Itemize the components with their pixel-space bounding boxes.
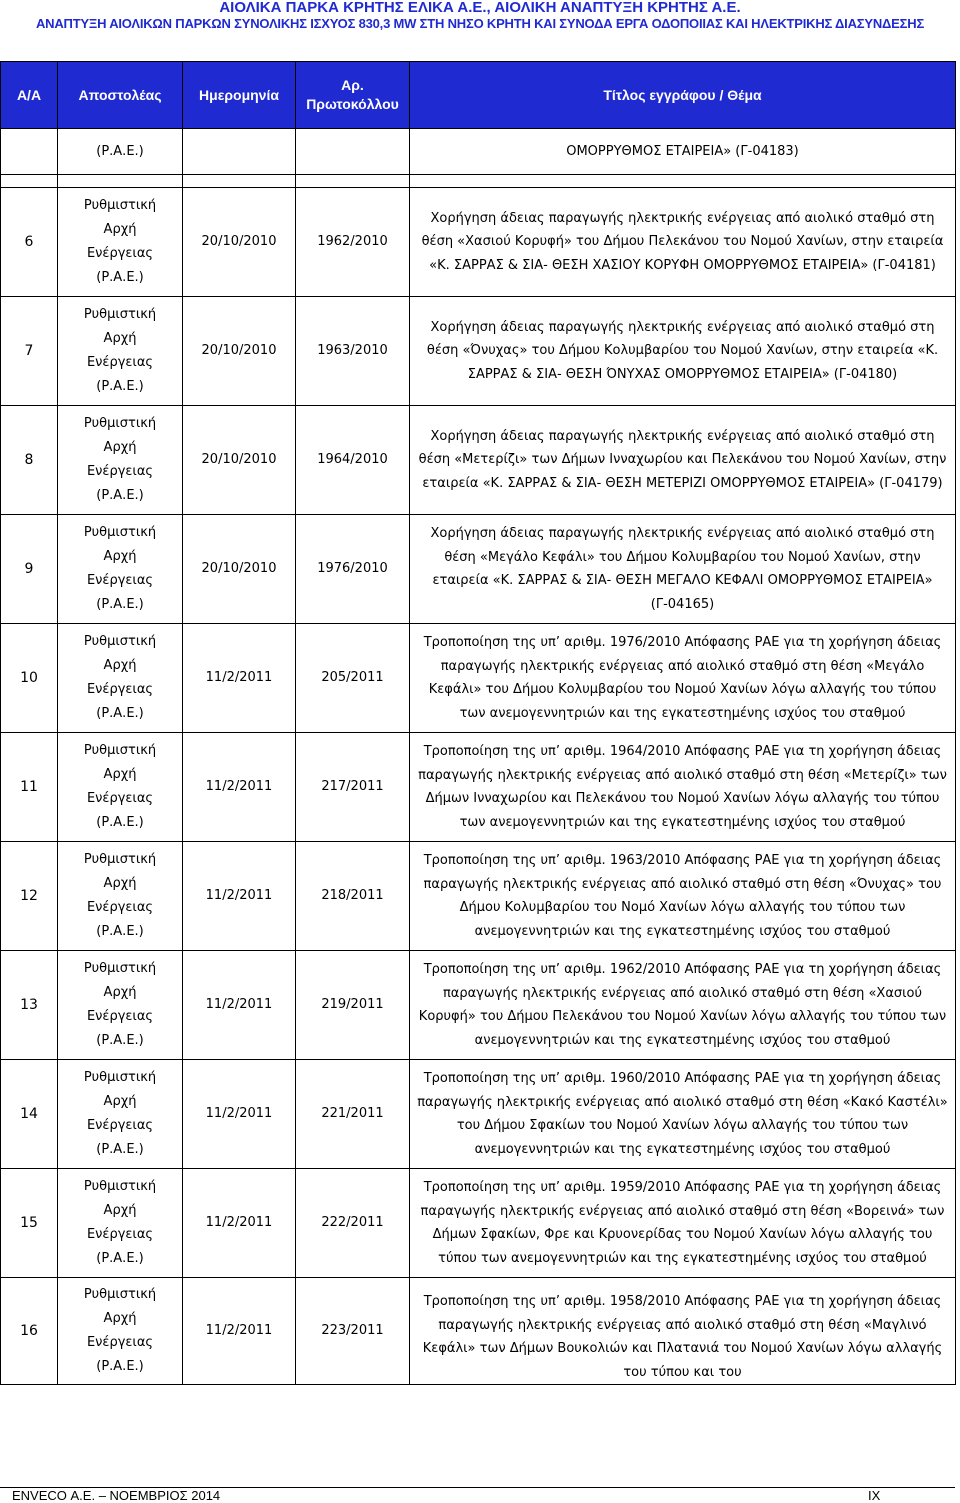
row-number: 14 (1, 1060, 58, 1169)
sender-line: Ενέργειας (86, 1118, 154, 1133)
row-protocol: 223/2011 (296, 1278, 410, 1385)
sender-line: Ρυθμιστική (83, 307, 157, 322)
table-row (1, 406, 956, 515)
table-header-row (1, 62, 956, 129)
row-protocol: 1976/2010 (296, 515, 410, 624)
row-subject: Χορήγηση άδειας παραγωγής ηλεκτρικής ενέργειας από αιολικό σταθμό στη θέση «Χασιού Κορυφή» του Δήμου Πελεκάνου του Νομού Χανίων, στην εταιρεία «Κ. ΣΑΡΡΑΣ & ΣΙΑ- ΘΕΣΗ ΧΑΣΙΟΥ ΚΟΡΥΦΗ ΟΜΟΡΡΥΘΜΟΣ ΕΤΑΙΡΕΙΑ» (Γ-04181) (410, 188, 956, 297)
row-subject: Τροποποίηση της υπ’ αριθμ. 1958/2010 Απόφασης ΡΑΕ για τη χορήγηση άδειας παραγωγής ηλεκτρικής ενέργειας από αιολικό σταθμό στη θέση «Μαγλινό Κεφάλι» των Δήμων Βουκολιών και Πλατανιά του Νομού Χανίων λόγω αλλαγής του τύπου και του (410, 1278, 956, 1385)
row-sender (58, 951, 183, 1060)
table-cell (410, 175, 956, 188)
column-header-aa: Α/Α (1, 62, 58, 129)
row-sender (58, 515, 183, 624)
sender-line: Ενέργειας (86, 464, 154, 479)
sender-line: (Ρ.Α.Ε.) (96, 1359, 144, 1374)
row-sender (58, 188, 183, 297)
row-sender (58, 297, 183, 406)
row-number: 6 (1, 188, 58, 297)
table-row (1, 951, 956, 1060)
row-date: 11/2/2011 (183, 1169, 296, 1278)
sender-line: Αρχή (103, 985, 137, 1000)
sender-line: Ρυθμιστική (83, 525, 157, 540)
table-row (1, 733, 956, 842)
row-subject: Τροποποίηση της υπ’ αριθμ. 1962/2010 Απόφασης ΡΑΕ για τη χορήγηση άδειας παραγωγής ηλεκτρικής ενέργειας από αιολικό σταθμό στη θέση «Χασιού Κορυφή» του Δήμου Πελεκάνου του Νομού Χανίων λόγω αλλαγής του τύπου των ανεμογεννητριών και της εγκατεστημένης ισχύος του σταθμού (410, 951, 956, 1060)
row-number: 16 (1, 1278, 58, 1385)
column-header-protocol-line2: Πρωτοκόλλου (306, 96, 399, 112)
sender-line: Ρυθμιστική (83, 961, 157, 976)
page-break-gap (1, 175, 956, 188)
row-protocol: 1962/2010 (296, 188, 410, 297)
row-date: 20/10/2010 (183, 406, 296, 515)
column-header-date: Ημερομηνία (183, 62, 296, 129)
sender-line: Ενέργειας (86, 791, 154, 806)
sender-line: Αρχή (103, 658, 137, 673)
row-date: 20/10/2010 (183, 188, 296, 297)
sender-line: (Ρ.Α.Ε.) (96, 488, 144, 503)
sender-line: (Ρ.Α.Ε.) (96, 1142, 144, 1157)
row-number: 7 (1, 297, 58, 406)
sender-line: Ενέργειας (86, 1227, 154, 1242)
sender-line: Ρυθμιστική (83, 1179, 157, 1194)
row-number: 13 (1, 951, 58, 1060)
table-cell (58, 175, 183, 188)
sender-line: (Ρ.Α.Ε.) (96, 597, 144, 612)
table-cell (296, 129, 410, 175)
table-row (1, 297, 956, 406)
row-subject: Τροποποίηση της υπ’ αριθμ. 1963/2010 Απόφασης ΡΑΕ για τη χορήγηση άδειας παραγωγής ηλεκτρικής ενέργειας από αιολικό σταθμό στη θέση «Όνυχας» του Δήμου Κολυμβαρίου του Νομό Χανίων λόγω αλλαγής του τύπου των ανεμογεννητριών και της εγκατεστημένης ισχύος του σταθμού (410, 842, 956, 951)
row-number: 8 (1, 406, 58, 515)
row-sender (58, 1278, 183, 1385)
sender-line: Ρυθμιστική (83, 852, 157, 867)
table-cell (1, 175, 58, 188)
row-subject: Τροποποίηση της υπ’ αριθμ. 1976/2010 Απόφασης ΡΑΕ για τη χορήγηση άδειας παραγωγής ηλεκτρικής ενέργειας από αιολικό σταθμό στη θέση «Μεγάλο Κεφάλι» του Δήμου Κολυμβαρίου του Νομού Χανίων λόγω αλλαγής του τύπου των ανεμογεννητριών και της εγκατεστημένης ισχύος του σταθμού (410, 624, 956, 733)
sender-line: Ενέργειας (86, 246, 154, 261)
row-number: 12 (1, 842, 58, 951)
sender-line: (Ρ.Α.Ε.) (96, 924, 144, 939)
row-sender (58, 842, 183, 951)
row-sender (58, 1060, 183, 1169)
sender-line: Ενέργειας (86, 355, 154, 370)
table-row (1, 842, 956, 951)
row-date: 11/2/2011 (183, 733, 296, 842)
row-date: 11/2/2011 (183, 1278, 296, 1385)
table-cell (183, 129, 296, 175)
column-header-protocol (296, 62, 410, 129)
column-header-sender: Αποστολέας (58, 62, 183, 129)
row-protocol: 218/2011 (296, 842, 410, 951)
table-cell (183, 175, 296, 188)
row-subject: Τροποποίηση της υπ’ αριθμ. 1964/2010 Απόφασης ΡΑΕ για τη χορήγηση άδειας παραγωγής ηλεκτρικής ενέργειας από αιολικό σταθμό στη θέση «Μετερίζι» των Δήμων Ινναχωρίου και Πελεκάνου του Νομού Χανίων λόγω αλλαγής του τύπου των ανεμογεννητριών και της εγκατεστημένης ισχύος του σταθμού (410, 733, 956, 842)
row-protocol: 219/2011 (296, 951, 410, 1060)
row-number: 10 (1, 624, 58, 733)
sender-line: Ρυθμιστική (83, 743, 157, 758)
table-row (1, 624, 956, 733)
row-number: 15 (1, 1169, 58, 1278)
row-sender (58, 624, 183, 733)
page-footer (0, 1487, 955, 1502)
column-header-protocol-line1: Αρ. (341, 77, 364, 93)
sender-line: (Ρ.Α.Ε.) (96, 379, 144, 394)
row-date: 11/2/2011 (183, 951, 296, 1060)
sender-line: (Ρ.Α.Ε.) (96, 815, 144, 830)
row-protocol: 217/2011 (296, 733, 410, 842)
sender-line: (Ρ.Α.Ε.) (96, 706, 144, 721)
sender-line: Ρυθμιστική (83, 1287, 157, 1302)
table-row (1, 1278, 956, 1385)
row-subject: Τροποποίηση της υπ’ αριθμ. 1959/2010 Απόφασης ΡΑΕ για τη χορήγηση άδειας παραγωγής ηλεκτρικής ενέργειας από αιολικό σταθμό στη θέση «Βορεινά» των Δήμων Σφακίων, Φρε και Κρυονερίδας του Νομού Χανίων λόγω αλλαγής του τύπου των ανεμογεννητριών και της εγκατεστημένης ισχύος του σταθμού (410, 1169, 956, 1278)
table-row (1, 188, 956, 297)
row-subject: Τροποποίηση της υπ’ αριθμ. 1960/2010 Απόφασης ΡΑΕ για τη χορήγηση άδειας παραγωγής ηλεκτρικής ενέργειας από αιολικό σταθμό στη θέση «Κακό Καστέλι» του Δήμου Σφακίων του Νομού Χανίων λόγω αλλαγής του τύπου των ανεμογεννητριών και της εγκατεστημένης ισχύος του σταθμού (410, 1060, 956, 1169)
row-subject: Χορήγηση άδειας παραγωγής ηλεκτρικής ενέργειας από αιολικό σταθμό στη θέση «Μετερίζι» των Δήμων Ινναχωρίου και Πελεκάνου του Νομού Χανίων, στην εταιρεία «Κ. ΣΑΡΡΑΣ & ΣΙΑ- ΘΕΣΗ ΜΕΤΕΡΙΖΙ ΟΜΟΡΡΥΘΜΟΣ ΕΤΑΙΡΕΙΑ» (Γ-04179) (410, 406, 956, 515)
row-protocol: 222/2011 (296, 1169, 410, 1278)
sender-line: Αρχή (103, 1311, 137, 1326)
table-cell (1, 129, 58, 175)
correspondence-table (0, 61, 956, 1385)
sender-line: Ενέργειας (86, 900, 154, 915)
row-date: 11/2/2011 (183, 842, 296, 951)
sender-line: (Ρ.Α.Ε.) (96, 1251, 144, 1266)
sender-line: Αρχή (103, 1094, 137, 1109)
sender-line: Ρυθμιστική (83, 1070, 157, 1085)
row-sender (58, 1169, 183, 1278)
row-protocol: 1964/2010 (296, 406, 410, 515)
sender-line: Αρχή (103, 876, 137, 891)
sender-line: Ενέργειας (86, 1009, 154, 1024)
continuation-row (1, 129, 956, 175)
row-number: 9 (1, 515, 58, 624)
column-header-subject: Τίτλος εγγράφου / Θέμα (410, 62, 956, 129)
sender-line: Αρχή (103, 549, 137, 564)
sender-line: Ενέργειας (86, 682, 154, 697)
table-row (1, 515, 956, 624)
row-date: 11/2/2011 (183, 624, 296, 733)
row-protocol: 1963/2010 (296, 297, 410, 406)
sender-line: Ρυθμιστική (83, 416, 157, 431)
table-row (1, 1169, 956, 1278)
row-sender (58, 406, 183, 515)
sender-line: Ρυθμιστική (83, 198, 157, 213)
sender-line: Αρχή (103, 331, 137, 346)
row-subject: Χορήγηση άδειας παραγωγής ηλεκτρικής ενέργειας από αιολικό σταθμό στη θέση «Όνυχας» του Δήμου Κολυμβαρίου του Νομού Χανίων, στην εταιρεία «Κ. ΣΑΡΡΑΣ & ΣΙΑ- ΘΕΣΗ ΌΝΥΧΑΣ ΟΜΟΡΡΥΘΜΟΣ ΕΤΑΙΡΕΙΑ» (Γ-04180) (410, 297, 956, 406)
sender-line: Αρχή (103, 767, 137, 782)
sender-line: (Ρ.Α.Ε.) (96, 270, 144, 285)
table-cell (296, 175, 410, 188)
row-date: 20/10/2010 (183, 297, 296, 406)
project-subtitle: ΑΝΑΠΤΥΞΗ ΑΙΟΛΙΚΩΝ ΠΑΡΚΩΝ ΣΥΝΟΛΙΚΗΣ ΙΣΧΥΟΣ 830,3 MW ΣΤΗ ΝΗΣΟ ΚΡΗΤΗ ΚΑΙ ΣΥΝΟΔΑ ΕΡΓΑ ΟΔΟΠΟΙΙΑΣ ΚΑΙ ΗΛΕΚΤΡΙΚΗΣ ΔΙΑΣΥΝΔΕΣΗΣ (35, 16, 925, 31)
sender-line: Ενέργειας (86, 573, 154, 588)
row-protocol: 221/2011 (296, 1060, 410, 1169)
sender-line: Αρχή (103, 1203, 137, 1218)
continuation-subject: ΟΜΟΡΡΥΘΜΟΣ ΕΤΑΙΡΕΙΑ» (Γ-04183) (410, 129, 956, 175)
row-protocol: 205/2011 (296, 624, 410, 733)
row-date: 11/2/2011 (183, 1060, 296, 1169)
sender-line: Αρχή (103, 440, 137, 455)
row-date: 20/10/2010 (183, 515, 296, 624)
row-subject: Χορήγηση άδειας παραγωγής ηλεκτρικής ενέργειας από αιολικό σταθμό στη θέση «Μεγάλο Κεφάλι» του Δήμου Κολυμβαρίου του Νομού Χανίων, στην εταιρεία «Κ. ΣΑΡΡΑΣ & ΣΙΑ- ΘΕΣΗ ΜΕΓΑΛΟ ΚΕΦΑΛΙ ΟΜΟΡΡΥΘΜΟΣ ΕΤΑΙΡΕΙΑ» (Γ-04165) (410, 515, 956, 624)
table-row (1, 1060, 956, 1169)
continuation-sender: (Ρ.Α.Ε.) (58, 129, 183, 175)
footer-company-date: ENVECO Α.Ε. – ΝΟΕΜΒΡΙΟΣ 2014 (12, 1488, 221, 1503)
row-sender (58, 733, 183, 842)
sender-line: (Ρ.Α.Ε.) (96, 1033, 144, 1048)
footer-page-number: IX (868, 1488, 881, 1503)
sender-line: Ρυθμιστική (83, 634, 157, 649)
document-title: ΑΙΟΛΙΚΑ ΠΑΡΚΑ ΚΡΗΤΗΣ ΕΛΙΚΑ Α.Ε., ΑΙΟΛΙΚΗ ΑΝΑΠΤΥΞΗ ΚΡΗΤΗΣ Α.Ε. (219, 0, 741, 16)
row-number: 11 (1, 733, 58, 842)
sender-line: Ενέργειας (86, 1335, 154, 1350)
sender-line: Αρχή (103, 222, 137, 237)
